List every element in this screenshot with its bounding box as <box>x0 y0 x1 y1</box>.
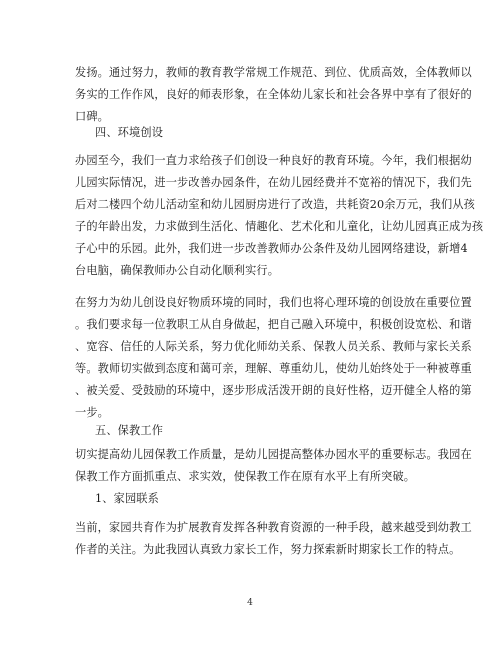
page-number: 4 <box>247 598 253 608</box>
paragraph-line: 在努力为幼儿创设良好物质环境的同时，我们也将心理环境的创设放在重要位置 <box>75 296 472 309</box>
paragraph-line: 子的年龄出发，力求做到生活化、情趣化、艺术化和儿童化，让幼儿园真正成为孩 <box>75 220 484 233</box>
paragraph-line: 。我们要求每一位教职工从自身做起，把自己融入环境中，积极创设宽松、和谐 <box>75 318 472 331</box>
paragraph-line: 、宽容、信任的人际关系，努力优化师幼关系、保教人员关系、教师与家长关系 <box>75 340 472 353</box>
section-heading: 五、保教工作 <box>95 424 164 437</box>
paragraph-line: 发扬。通过努力，教师的教育教学常规工作规范、到位、优质高效，全体教师以 <box>75 66 472 79</box>
paragraph-line: 切实提高幼儿园保教工作质量，是幼儿园提高整体办园水平的重要标志。我园在 <box>75 448 472 461</box>
paragraph-line: 口碑。 <box>75 110 110 123</box>
paragraph-line: 子心中的乐园。此外，我们进一步改善教师办公条件及幼儿园网络建设，新增4 <box>75 242 468 255</box>
paragraph-line: 当前，家园共育作为扩展教育发挥各种教育资源的一种手段，越来越受到幼教工 <box>75 521 472 534</box>
paragraph-line: 务实的工作作风，良好的师表形象，在全体幼儿家长和社会各界中享有了很好的 <box>75 88 472 101</box>
paragraph-line: 保教工作方面抓重点、求实效，使保教工作在原有水平上有所突破。 <box>75 470 416 483</box>
paragraph-line: 等。教师切实做到态度和蔼可亲，理解、尊重幼儿，使幼儿始终处于一种被尊重 <box>75 362 472 375</box>
subsection-heading: 1、家园联系 <box>95 492 159 505</box>
paragraph-line: 后对二楼四个幼儿活动室和幼儿园厨房进行了改造，共耗资20余万元，我们从孩 <box>75 198 476 211</box>
paragraph-line: 一步。 <box>75 406 110 419</box>
section-heading: 四、环境创设 <box>95 126 164 139</box>
paragraph-line: 台电脑，确保教师办公自动化顺利实行。 <box>75 264 280 277</box>
paragraph-line: 办园至今，我们一直力求给孩子们创设一种良好的教育环境。今年，我们根据幼 <box>75 154 472 167</box>
paragraph-line: 作者的关注。为此我园认真致力家长工作，努力探索新时期家长工作的特点。 <box>75 543 461 556</box>
paragraph-line: 儿园实际情况，进一步改善办园条件，在幼儿园经费并不宽裕的情况下，我们先 <box>75 176 472 189</box>
paragraph-line: 、被关爱、受鼓励的环境中，逐步形成活泼开朗的良好性格，迈开健全人格的第 <box>75 384 472 397</box>
